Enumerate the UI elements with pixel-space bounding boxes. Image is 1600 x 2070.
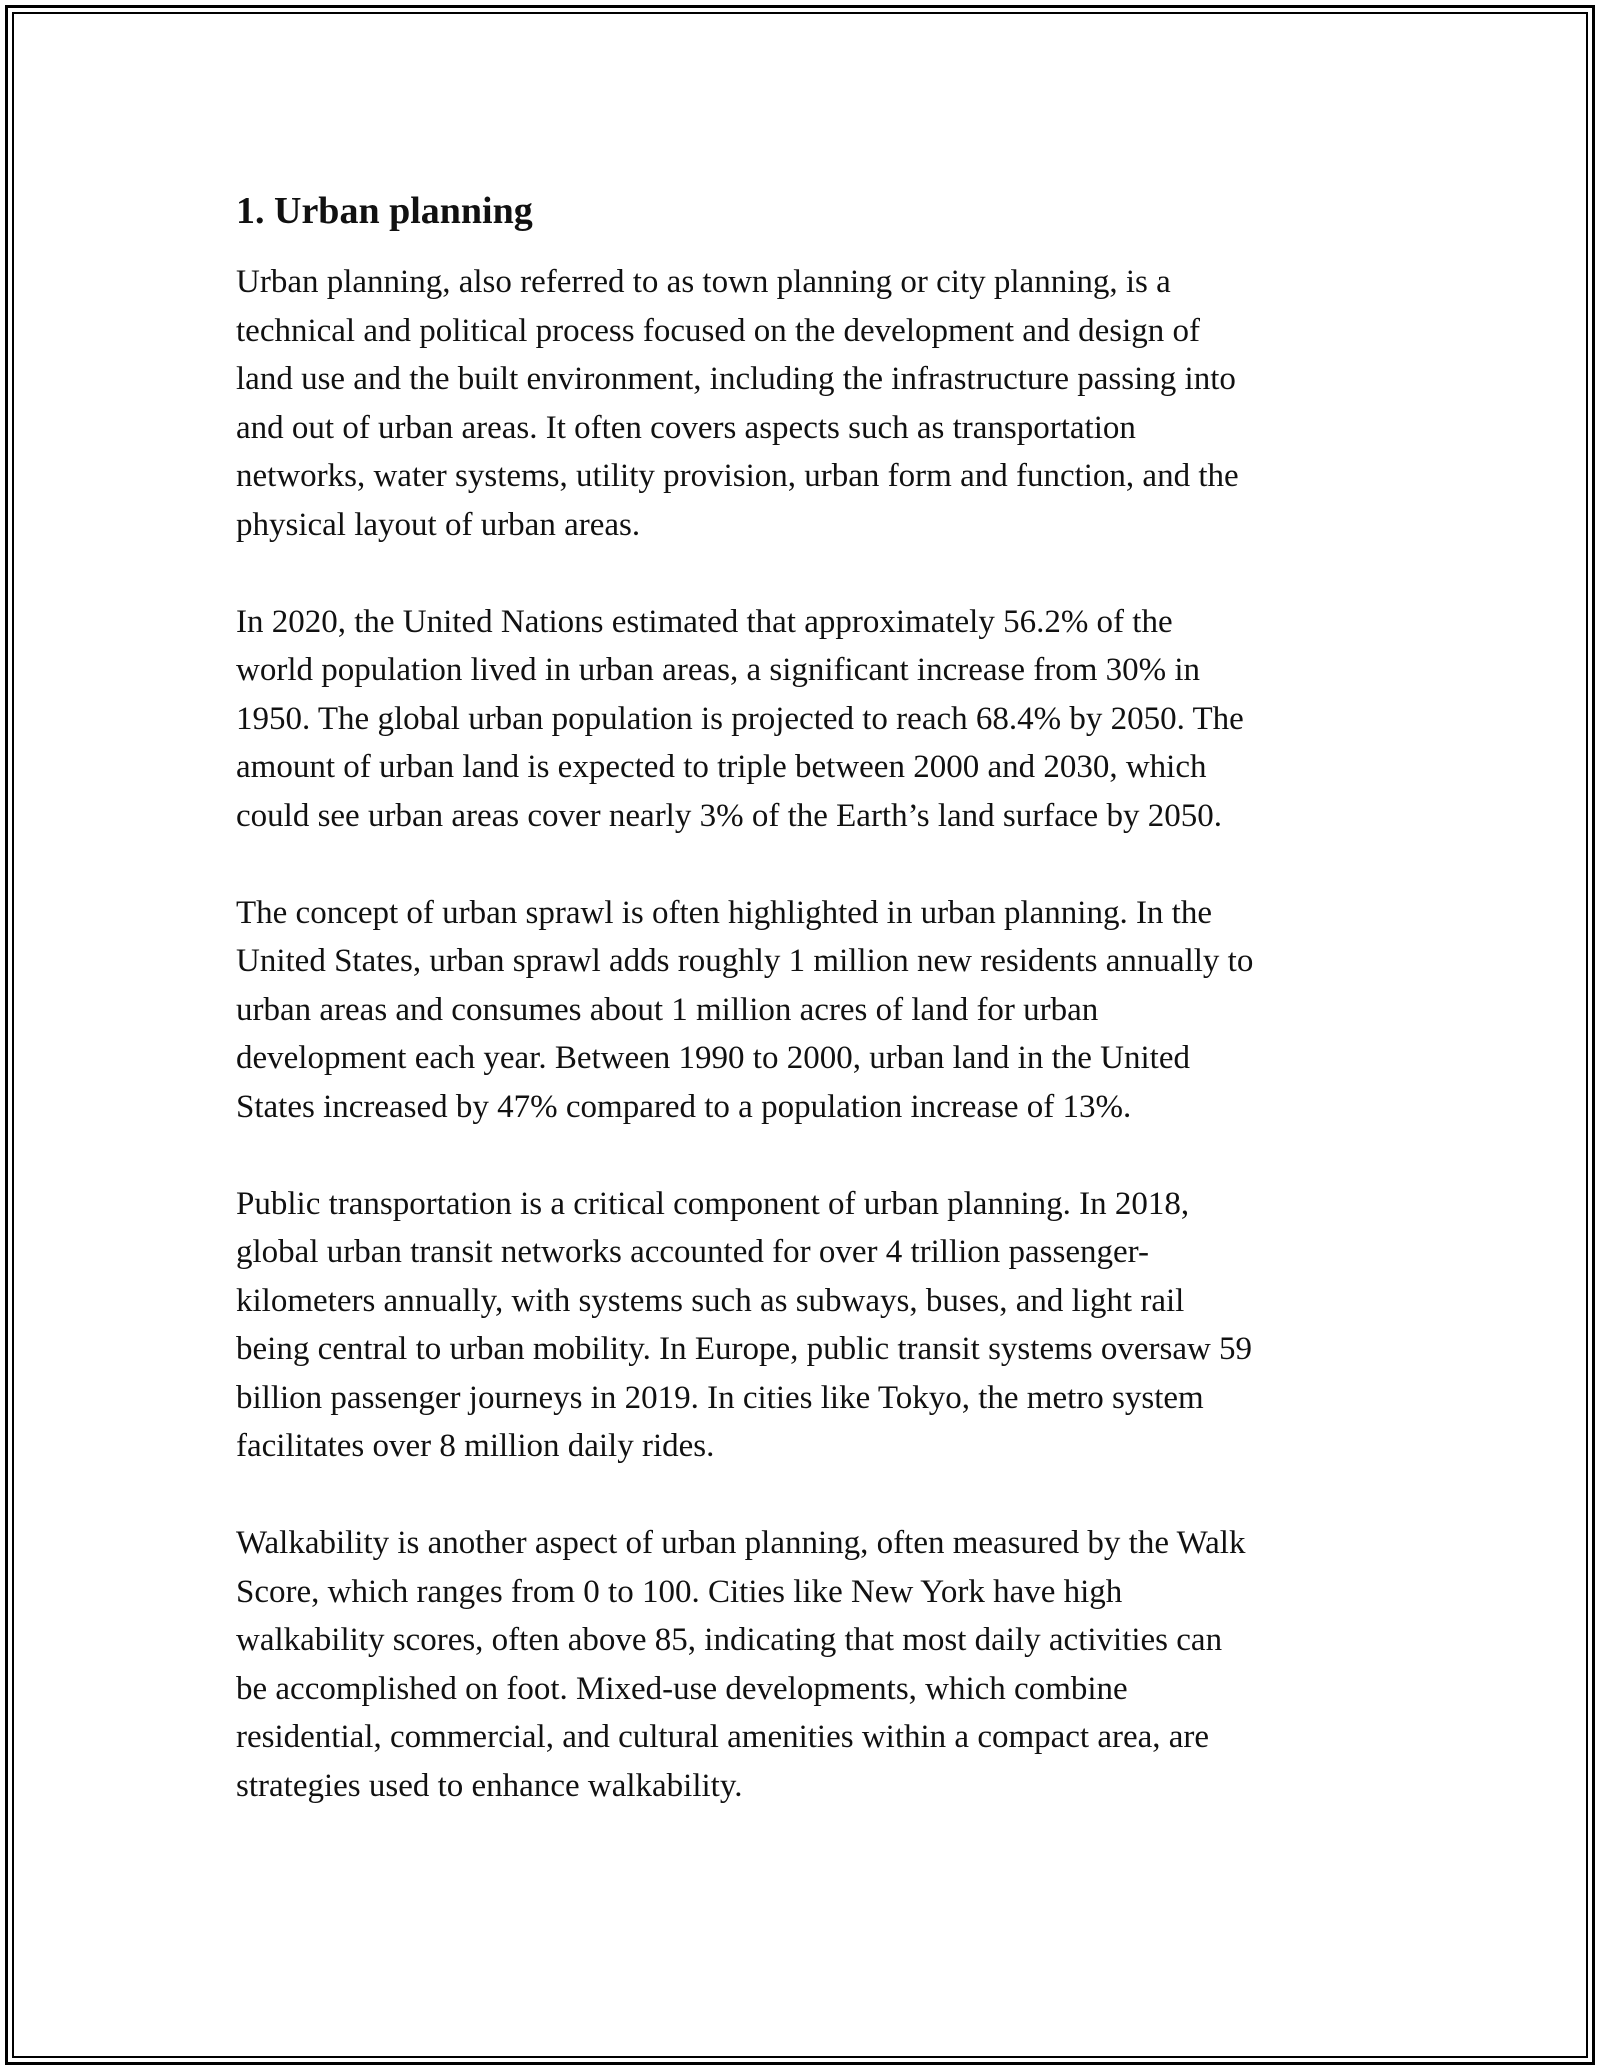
paragraph-walkability: Walkability is another aspect of urban planning, often measured by the Walk Score, which ranges from 0 to 100. Cities like New York have high walkability scores, often above 85, indicating that most daily activities can be accomplished on foot. Mixed-use developments, which combine residential, commercial, and cultural amenities within a compact area, are strategies used to enhance walkability.: [236, 1525, 1246, 1804]
paragraph-urban-sprawl: The concept of urban sprawl is often highlighted in urban planning. In the United States, urban sprawl adds roughly 1 million new residents annually to urban areas and consumes about 1 million acres of land for urban development each year. Between 1990 to 2000, urban land in the United States increased by 47% compared to a population increase of 13%.: [236, 894, 1254, 1125]
paragraph-urban-planning-definition: Urban planning, also referred to as town planning or city planning, is a technical and political process focused on the development and design of land use and the built environment, including the infrastructure passing into and out of urban areas. It often covers aspects such as transportation networks, water systems, utility provision, urban form and function, and the physical layout of urban areas.: [236, 264, 1239, 543]
paragraph-public-transportation: Public transportation is a critical component of urban planning. In 2018, global urban transit networks accounted for over 4 trillion passenger- kilometers annually, with systems such as subways, buses, and light rail being central to urban mobility. In Europe, public transit systems oversaw 59 billion passenger journeys in 2019. In cities like Tokyo, the metro system facilitates over 8 million daily rides.: [236, 1185, 1253, 1464]
section-heading: 1. Urban planning: [236, 190, 533, 232]
paragraph-urban-population: In 2020, the United Nations estimated that approximately 56.2% of the world population lived in urban areas, a significant increase from 30% in 1950. The global urban population is projected to reach 68.4% by 2050. The amount of urban land is expected to triple between 2000 and 2030, which could see urban areas cover nearly 3% of the Earth’s land surface by 2050.: [236, 603, 1244, 834]
document-body: [236, 186, 1376, 1859]
